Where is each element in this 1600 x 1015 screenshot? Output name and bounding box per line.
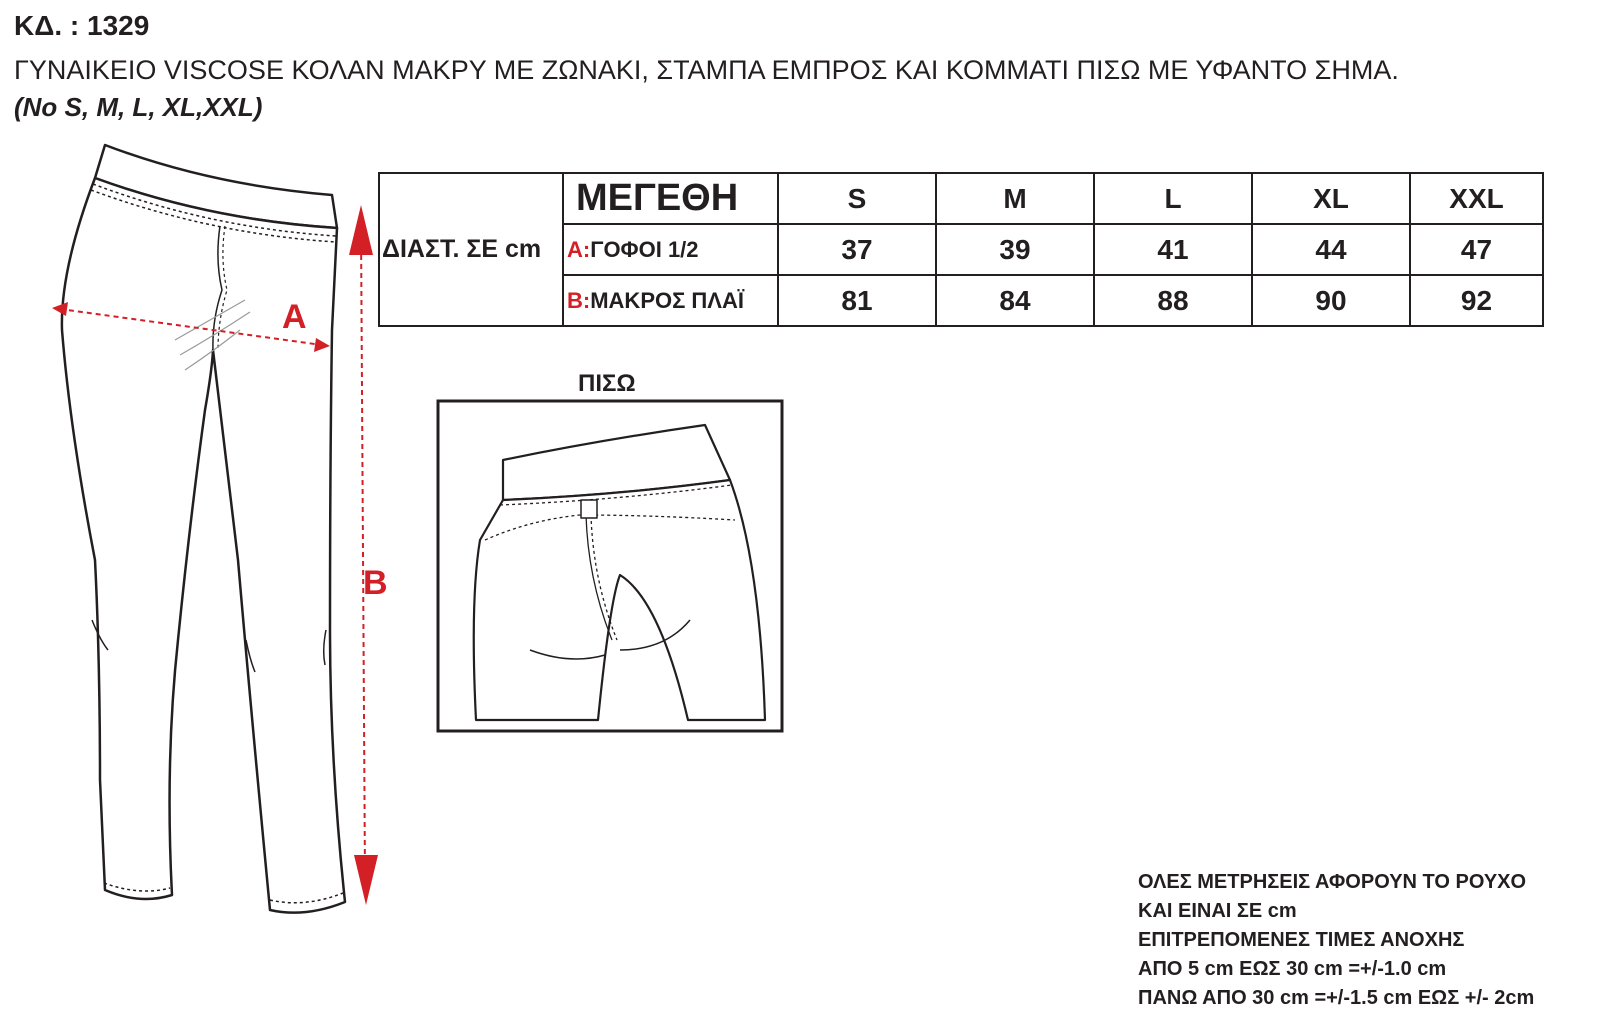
product-description: ΓΥΝΑΙΚΕΙΟ VISCOSE ΚΟΛΑΝ ΜΑΚΡΥ ΜΕ ΖΩΝΑΚΙ, ΣΤΑΜΠΑ ΕΜΠΡΟΣ ΚΑΙ ΚΟΜΜΑΤΙ ΠΙΣΩ ΜΕ ΥΦΑΝΤΟ ΣΗΜΑ. (14, 55, 1399, 85)
note-line: ΠΑΝΩ ΑΠΟ 30 cm =+/-1.5 cm ΕΩΣ +/- 2cm (1138, 987, 1535, 1009)
size-table (378, 172, 1544, 327)
table-cell: 84 (936, 275, 1094, 326)
note-line: ΕΠΙΤΡΕΠΟΜΕΝΕΣ ΤΙΜΕΣ ΑΝΟΧΗΣ (1138, 929, 1465, 951)
table-header-row (379, 173, 1543, 224)
row-prefix: A: (567, 236, 591, 262)
row-label-side-length (563, 275, 778, 326)
note-line: ΚΑΙ ΕΙΝΑΙ ΣΕ cm (1138, 900, 1297, 922)
table-cell: 44 (1252, 224, 1410, 275)
size-header-m: M (936, 173, 1094, 224)
size-header-s: S (778, 173, 936, 224)
table-cell: 41 (1094, 224, 1252, 275)
note-line: ΟΛΕΣ ΜΕΤΡΗΣΕΙΣ ΑΦΟΡΟΥΝ ΤΟ ΡΟΥΧΟ (1138, 871, 1527, 893)
row-label-hips (563, 224, 778, 275)
size-header-xxl: XXL (1410, 173, 1543, 224)
size-header-xl: XL (1252, 173, 1410, 224)
table-cell: 39 (936, 224, 1094, 275)
product-code: ΚΔ. : 1329 (14, 10, 150, 41)
row-label: ΓΟΦΟΙ 1/2 (590, 236, 699, 262)
label-a: A (282, 298, 307, 336)
front-legging-drawing (62, 145, 345, 913)
back-view-label: ΠΙΣΩ (578, 370, 636, 397)
note-line: ΑΠΟ 5 cm ΕΩΣ 30 cm =+/-1.0 cm (1138, 958, 1447, 980)
tolerance-notes (1138, 868, 1534, 1013)
table-cell: 81 (778, 275, 936, 326)
size-range-note: (No S, M, L, XL,XXL) (14, 92, 263, 122)
row-prefix: B: (567, 287, 591, 313)
size-header-l: L (1094, 173, 1252, 224)
row-label: ΜΑΚΡΟΣ ΠΛΑΪ (590, 287, 744, 313)
table-cell: 90 (1252, 275, 1410, 326)
label-b: B (363, 564, 388, 602)
table-cell: 47 (1410, 224, 1543, 275)
table-cell: 88 (1094, 275, 1252, 326)
sizes-title: ΜΕΓΕΘΗ (563, 173, 778, 224)
table-cell: 92 (1410, 275, 1543, 326)
table-cell: 37 (778, 224, 936, 275)
measurement-b-arrow (349, 205, 378, 905)
dimensions-label: ΔΙΑΣΤ. ΣΕ cm (379, 173, 563, 326)
